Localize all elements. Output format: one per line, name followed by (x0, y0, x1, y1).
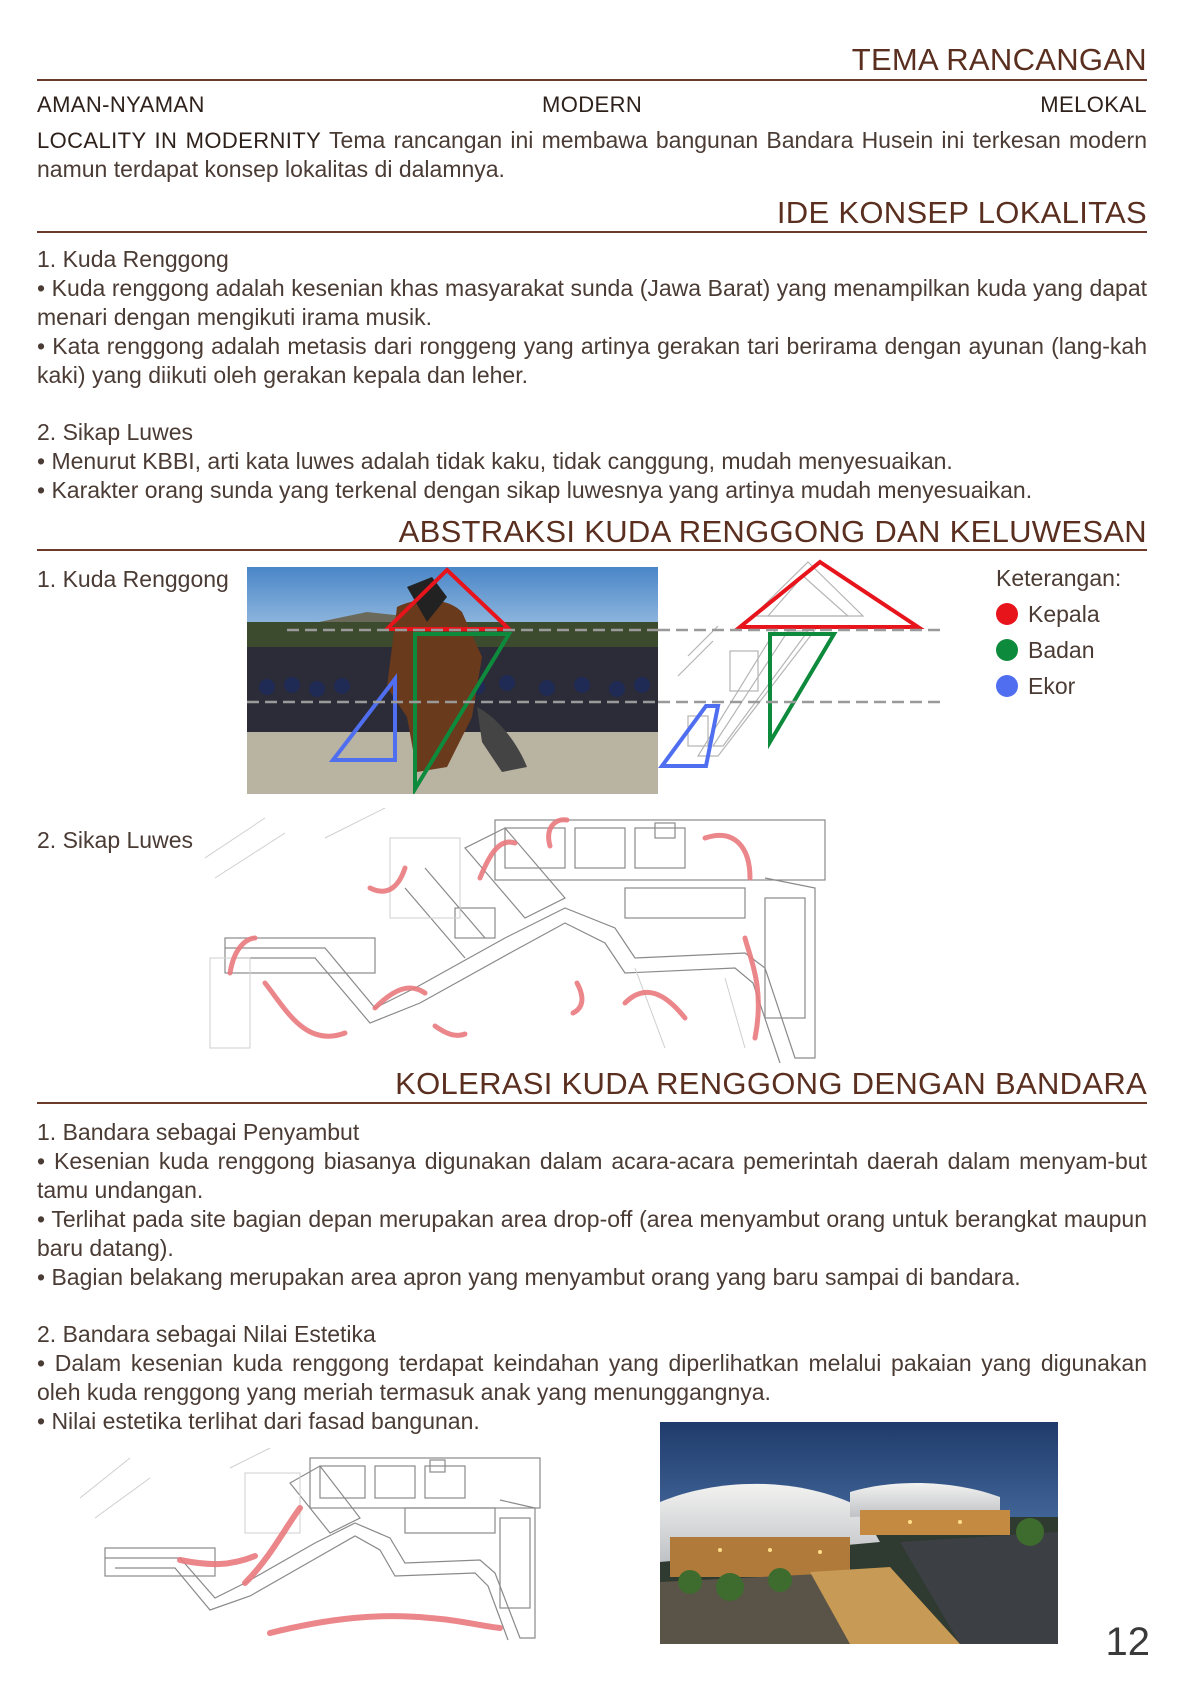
legend-swatch-red (996, 603, 1018, 625)
kuda-renggong-photo (247, 567, 658, 794)
legend-label: Badan (1028, 636, 1095, 663)
ide-item-1-title: 1. Kuda Renggong (37, 246, 229, 272)
kolerasi-item-1-bullet-3: • Bagian belakang merupakan area apron yang menyambut orang yang baru sampai di bandara. (37, 1264, 1021, 1290)
keyword-modern: MODERN (542, 92, 643, 117)
kolerasi-item-1-bullet-1: • Kesenian kuda renggong biasanya digunakan dalam acara-acara pemerintah daerah dalam menyam-but tamu undangan. (37, 1148, 1147, 1203)
legend-item-ekor (996, 668, 1156, 704)
abstraksi-label-sikap-luwes: 2. Sikap Luwes (37, 827, 193, 853)
kolerasi-item-2-title: 2. Bandara sebagai Nilai Estetika (37, 1321, 376, 1347)
legend-swatch-blue (996, 675, 1018, 697)
kolerasi-item-1-title: 1. Bandara sebagai Penyambut (37, 1119, 360, 1145)
kolerasi-item-1-bullet-2: • Terlihat pada site bagian depan merupakan area drop-off (area menyambut orang untuk berangkat maupun baru datang). (37, 1206, 1147, 1261)
legend-item-badan (996, 632, 1156, 668)
floor-plan-estetika (80, 1448, 552, 1644)
facade-render-image (660, 1422, 1058, 1644)
keyword-aman-nyaman: AMAN-NYAMAN (37, 92, 205, 117)
rule (37, 549, 1147, 551)
ide-item-2 (37, 418, 1147, 505)
tema-paragraph (37, 126, 1147, 184)
heading-abstraksi: ABSTRAKSI KUDA RENGGONG DAN KELUWESAN (398, 514, 1147, 549)
legend-title: Keterangan: (996, 564, 1122, 591)
ide-item-2-bullet-2: • Karakter orang sunda yang terkenal dengan sikap luwesnya yang artinya mudah menyesuaikan. (37, 477, 1033, 503)
heading-tema-rancangan: TEMA RANCANGAN (851, 42, 1147, 77)
heading-kolerasi: KOLERASI KUDA RENGGONG DENGAN BANDARA (395, 1066, 1147, 1101)
site-plan-abstraction (658, 556, 940, 794)
abstraksi-label-kuda-renggong: 1. Kuda Renggong (37, 566, 229, 592)
floor-plan-luwes (205, 808, 841, 1066)
legend-item-kepala (996, 596, 1156, 632)
legend-label: Kepala (1028, 600, 1100, 627)
ide-item-1 (37, 245, 1147, 390)
legend-swatch-green (996, 639, 1018, 661)
legend (996, 560, 1156, 704)
tema-text: Tema rancangan ini membawa bangunan Bandara Husein ini terkesan modern namun terdapat konsep lokalitas di dalamnya. (37, 127, 1147, 182)
rule (37, 79, 1147, 81)
kolerasi-item-2 (37, 1320, 1147, 1436)
ide-item-1-bullet-1: • Kuda renggong adalah kesenian khas masyarakat sunda (Jawa Barat) yang menampilkan kuda yang dapat menari dengan mengikuti irama musik. (37, 275, 1147, 330)
kolerasi-item-1 (37, 1118, 1147, 1292)
keyword-melokal: MELOKAL (1040, 92, 1147, 117)
kolerasi-item-2-bullet-1: • Dalam kesenian kuda renggong terdapat keindahan yang diperlihatkan melalui pakaian yang digunakan oleh kuda renggong yang meriah termasuk anak yang menunggangnya. (37, 1350, 1147, 1405)
kolerasi-item-2-bullet-2: • Nilai estetika terlihat dari fasad bangunan. (37, 1408, 480, 1434)
ide-item-2-title: 2. Sikap Luwes (37, 419, 193, 445)
page-number: 12 (1105, 1620, 1150, 1664)
rule (37, 1102, 1147, 1104)
legend-label: Ekor (1028, 672, 1076, 699)
ide-item-2-bullet-1: • Menurut KBBI, arti kata luwes adalah tidak kaku, tidak canggung, mudah menyesuaikan. (37, 448, 953, 474)
heading-ide-konsep: IDE KONSEP LOKALITAS (776, 195, 1147, 230)
tema-lead: LOCALITY IN MODERNITY (37, 128, 322, 153)
rule (37, 231, 1147, 233)
ide-item-1-bullet-2: • Kata renggong adalah metasis dari ronggeng yang artinya gerakan tari berirama dengan ayunan (lang-kah kaki) yang diikuti oleh gerakan kepala dan leher. (37, 333, 1147, 388)
